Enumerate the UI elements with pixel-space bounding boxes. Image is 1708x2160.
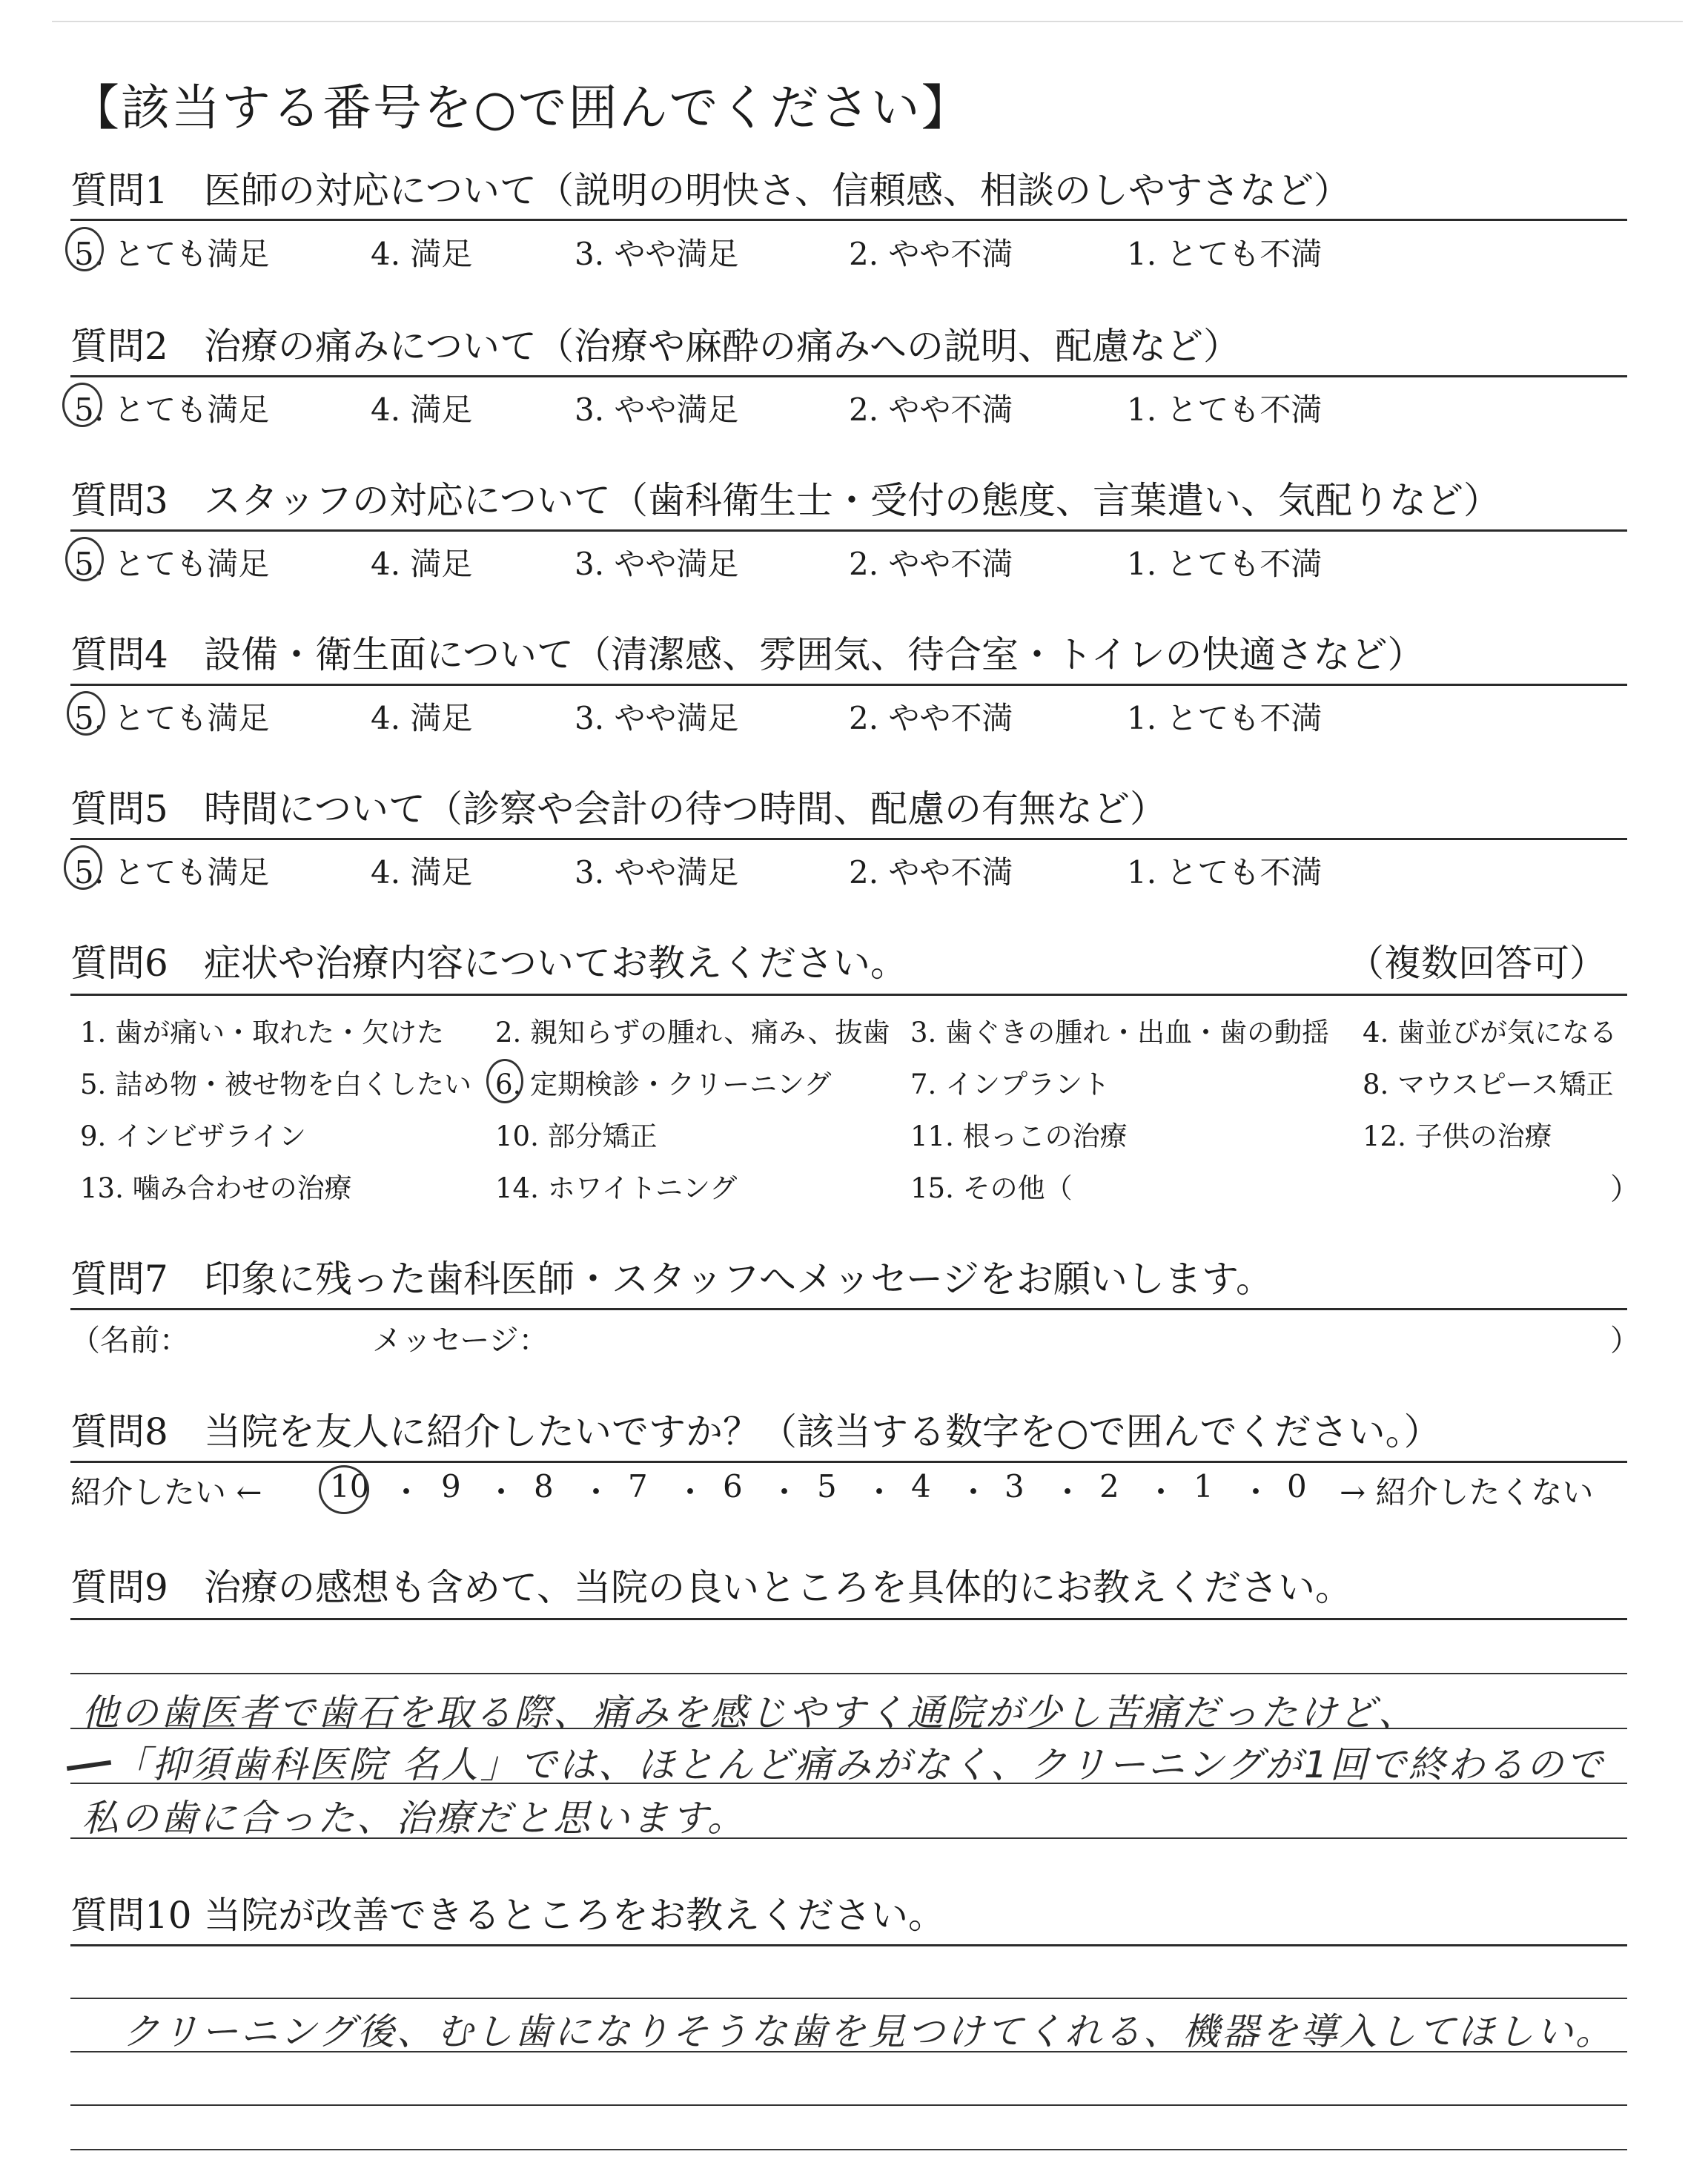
choice-2[interactable]: 2. やや不満 [849, 236, 1013, 272]
question-text: 症状や治療内容についてお教えください。 [204, 942, 907, 985]
question-text: 印象に残った歯科医師・スタッフへメッセージをお願いします。 [204, 1258, 1273, 1301]
choice-4[interactable]: 4. 満足 [371, 854, 473, 891]
question-9 [70, 1562, 1627, 1614]
divider [70, 1461, 1627, 1463]
question-number: 質問2 [70, 325, 168, 368]
scale-separator: ・ [1240, 1474, 1272, 1510]
scale-separator: ・ [580, 1474, 612, 1510]
top-edge-line [52, 21, 1683, 22]
option-8[interactable]: 8. マウスピース矯正 [1363, 1069, 1614, 1100]
choice-1[interactable]: 1. とても不満 [1127, 392, 1323, 428]
answer-line [70, 2104, 1627, 2106]
choice-5[interactable]: 5. とても満足 [74, 546, 270, 582]
multiple-answers-note: （複数回答可） [1347, 942, 1606, 985]
answer-line [70, 1998, 1627, 1999]
divider [70, 994, 1627, 996]
option-14[interactable]: 14. ホワイトニング [495, 1172, 738, 1204]
question-text: 設備・衛生面について（清潔感、雰囲気、待合室・トイレの快適さなど） [204, 633, 1425, 676]
selection-circle [65, 537, 104, 581]
scale-5[interactable]: 5 [817, 1468, 837, 1505]
scale-separator: ・ [675, 1474, 706, 1510]
divider [70, 838, 1627, 840]
question-number: 質問1 [70, 169, 168, 212]
choice-4[interactable]: 4. 満足 [371, 392, 473, 428]
scale-0[interactable]: 0 [1287, 1468, 1307, 1505]
divider [70, 219, 1627, 221]
question-text: 当院を友人に紹介したいですか？（該当する数字を○で囲んでください。） [204, 1410, 1441, 1453]
scale-separator: ・ [769, 1474, 801, 1510]
question-4 [70, 629, 1627, 681]
answer-line [70, 1673, 1627, 1674]
scale-9[interactable]: 9 [441, 1468, 461, 1505]
selection-circle [486, 1059, 523, 1103]
choice-5[interactable]: 5. とても満足 [74, 392, 270, 428]
option-1[interactable]: 1. 歯が痛い・取れた・欠けた [80, 1017, 445, 1048]
question-1 [70, 165, 1627, 217]
question-10 [70, 1889, 1627, 1941]
handwritten-answer-line-3: 私の歯に合った、治療だと思います。 [82, 1797, 747, 1840]
question-number: 質問9 [70, 1566, 168, 1609]
scale-10[interactable]: 10 [330, 1468, 370, 1505]
scale-3[interactable]: 3 [1004, 1468, 1025, 1505]
choice-1[interactable]: 1. とても不満 [1127, 854, 1323, 891]
option-5[interactable]: 5. 詰め物・被せ物を白くしたい [80, 1069, 472, 1100]
choice-4[interactable]: 4. 満足 [371, 700, 473, 736]
divider [70, 684, 1627, 686]
choice-1[interactable]: 1. とても不満 [1127, 546, 1323, 582]
question-number: 質問8 [70, 1410, 168, 1453]
choice-3[interactable]: 3. やや満足 [575, 236, 739, 272]
choice-3[interactable]: 3. やや満足 [575, 854, 739, 891]
option-6[interactable]: 6. 定期検診・クリーニング [495, 1069, 832, 1100]
option-7[interactable]: 7. インプラント [910, 1069, 1110, 1100]
scale-6[interactable]: 6 [723, 1468, 743, 1505]
choice-3[interactable]: 3. やや満足 [575, 392, 739, 428]
handwritten-answer-line-1: クリーニング後、むし歯になりそうな歯を見つけてくれる、機器を導入してほしい。 [122, 2010, 1615, 2053]
recommend-scale [70, 1468, 1635, 1513]
scale-separator: ・ [1052, 1474, 1084, 1510]
choice-2[interactable]: 2. やや不満 [849, 854, 1013, 891]
question-text: 治療の感想も含めて、当院の良いところを具体的にお教えください。 [204, 1566, 1352, 1609]
form-heading: 【該当する番号を○で囲んでください】 [70, 79, 972, 136]
scale-2[interactable]: 2 [1099, 1468, 1119, 1505]
choice-5[interactable]: 5. とても満足 [74, 854, 270, 891]
question-number: 質問5 [70, 787, 168, 830]
scale-separator: ・ [864, 1474, 896, 1510]
scribble-mark [67, 1760, 111, 1771]
option-15[interactable]: 15. その他（ [910, 1172, 1073, 1204]
scale-7[interactable]: 7 [628, 1468, 648, 1505]
message-close-paren: ） [1610, 1324, 1640, 1358]
divider [70, 375, 1627, 377]
option-12[interactable]: 12. 子供の治療 [1363, 1120, 1552, 1152]
option-10[interactable]: 10. 部分矯正 [495, 1120, 658, 1152]
choice-1[interactable]: 1. とても不満 [1127, 700, 1323, 736]
question-5 [70, 783, 1627, 835]
selection-circle [67, 691, 105, 736]
question-number: 質問7 [70, 1258, 168, 1301]
option-13[interactable]: 13. 噛み合わせの治療 [80, 1172, 352, 1204]
name-label: （名前： [70, 1324, 189, 1358]
selection-circle [62, 383, 102, 427]
answer-line [70, 2149, 1627, 2150]
question-7 [70, 1253, 1627, 1305]
scale-left-label: 紹介したい ← [70, 1474, 262, 1510]
question-text: 医師の対応について（説明の明快さ、信頼感、相談のしやすさなど） [204, 169, 1351, 212]
option-4[interactable]: 4. 歯並びが気になる [1363, 1017, 1618, 1048]
scale-1[interactable]: 1 [1194, 1468, 1214, 1505]
choice-2[interactable]: 2. やや不満 [849, 392, 1013, 428]
question-text: 当院が改善できるところをお教えください。 [204, 1894, 945, 1937]
scale-8[interactable]: 8 [534, 1468, 554, 1505]
choice-3[interactable]: 3. やや満足 [575, 546, 739, 582]
option-3[interactable]: 3. 歯ぐきの腫れ・出血・歯の動揺 [910, 1017, 1330, 1048]
divider [70, 1944, 1627, 1946]
selection-circle [65, 227, 104, 271]
choice-3[interactable]: 3. やや満足 [575, 700, 739, 736]
selection-circle [319, 1465, 369, 1514]
scale-separator: ・ [1145, 1474, 1177, 1510]
question-2 [70, 320, 1627, 372]
choice-5[interactable]: 5. とても満足 [74, 700, 270, 736]
question-text: スタッフの対応について（歯科衛生士・受付の態度、言葉遣い、気配りなど） [204, 479, 1500, 522]
choice-2[interactable]: 2. やや不満 [849, 546, 1013, 582]
choice-4[interactable]: 4. 満足 [371, 546, 473, 582]
question-number: 質問6 [70, 942, 168, 985]
choice-1[interactable]: 1. とても不満 [1127, 236, 1323, 272]
option-9[interactable]: 9. インビザライン [80, 1120, 306, 1152]
scale-right-label: → 紹介したくない [1340, 1474, 1594, 1510]
question-6 [70, 937, 1627, 989]
selection-circle [64, 845, 102, 890]
choice-4[interactable]: 4. 満足 [371, 236, 473, 272]
other-close-paren: ） [1610, 1172, 1640, 1206]
handwritten-answer-line-1: 他の歯医者で歯石を取る際、痛みを感じやすく通院が少し苦痛だったけど、 [82, 1691, 1417, 1734]
question-text: 治療の痛みについて（治療や麻酔の痛みへの説明、配慮など） [204, 325, 1240, 368]
choice-5[interactable]: 5. とても満足 [74, 236, 270, 272]
scale-separator: ・ [486, 1474, 517, 1510]
question-number: 質問10 [70, 1894, 192, 1937]
handwritten-answer-line-2: 「抑須歯科医院 名人」では、ほとんど痛みがなく、クリーニングが1回で終わるので [113, 1743, 1605, 1786]
question-number: 質問4 [70, 633, 168, 676]
divider [70, 529, 1627, 532]
scale-separator: ・ [391, 1474, 423, 1510]
question-8 [70, 1406, 1627, 1458]
scale-4[interactable]: 4 [911, 1468, 931, 1505]
option-2[interactable]: 2. 親知らずの腫れ、痛み、抜歯 [495, 1017, 890, 1048]
question-number: 質問3 [70, 479, 168, 522]
scale-separator: ・ [958, 1474, 990, 1510]
divider [70, 1308, 1627, 1310]
message-label: メッセージ： [372, 1324, 549, 1358]
question-text: 時間について（診察や会計の待つ時間、配慮の有無など） [204, 787, 1167, 830]
option-11[interactable]: 11. 根っこの治療 [910, 1120, 1128, 1152]
divider [70, 1618, 1627, 1620]
choice-2[interactable]: 2. やや不満 [849, 700, 1013, 736]
question-3 [70, 475, 1627, 526]
